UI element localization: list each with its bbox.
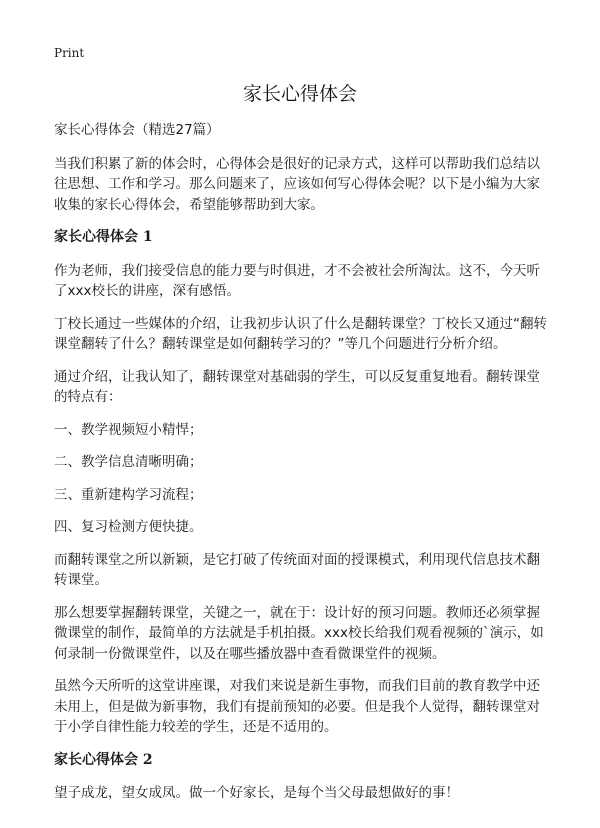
paragraph: 丁校长通过一些媒体的介绍，让我初步认识了什么是翻转课堂？丁校长又通过“翻转课堂翻转了什么？翻转课堂是如何翻转学习的？”等几个问题进行分析介绍。	[54, 315, 547, 352]
intro-paragraph: 当我们积累了新的体会时，心得体会是很好的记录方式，这样可以帮助我们总结以往思想、工作和学习。那么问题来了，应该如何写心得体会呢？以下是小编为大家收集的家长心得体会，希望能够帮助到大家。	[54, 155, 540, 213]
paragraph: 作为老师，我们接受信息的能力要与时俱进，才不会被社会所淘汰。这不，今天听了xxx校长的讲座，深有感悟。	[54, 262, 540, 299]
list-item: 一、教学视频短小精悍；	[54, 421, 203, 438]
document-subtitle: 家长心得体会（精选27篇）	[54, 122, 220, 138]
paragraph: 而翻转课堂之所以新颖，是它打破了传统面对面的授课模式，利用现代信息技术翻转课堂。	[54, 551, 540, 588]
paragraph: 望子成龙，望女成凤。做一个好家长，是每个当父母最想做好的事！	[54, 785, 459, 801]
list-item: 三、重新建构学习流程；	[54, 486, 203, 503]
section-heading-1: 家长心得体会 1	[54, 229, 153, 245]
list-item: 四、复习检测方便快捷。	[54, 519, 203, 535]
paragraph: 那么想要掌握翻转课堂，关键之一，就在于：设计好的预习问题。教师还必须掌握微课堂的制作，最简单的方法就是手机拍摄。xxx校长给我们观看视频的`演示，如何录制一份微课堂件，以及在哪些播放器中查看微课堂件的视频。	[54, 604, 544, 662]
paragraph: 通过介绍，让我认知了，翻转课堂对基础弱的学生，可以反复重复地看。翻转课堂的特点有：	[54, 368, 540, 405]
section-heading-2: 家长心得体会 2	[54, 751, 153, 768]
list-item: 二、教学信息清晰明确；	[54, 454, 203, 470]
page-title: 家长心得体会	[242, 83, 357, 105]
document-body	[54, 120, 550, 816]
print-link[interactable]: Print	[54, 46, 85, 60]
paragraph: 虽然今天所听的这堂讲座课，对我们来说是新生事物，而我们目前的教育教学中还未用上，但是做为新事物，我们有提前预知的必要。但是我个人觉得，翻转课堂对于小学自律性能力较差的学生，还是不适用的。	[54, 678, 540, 735]
